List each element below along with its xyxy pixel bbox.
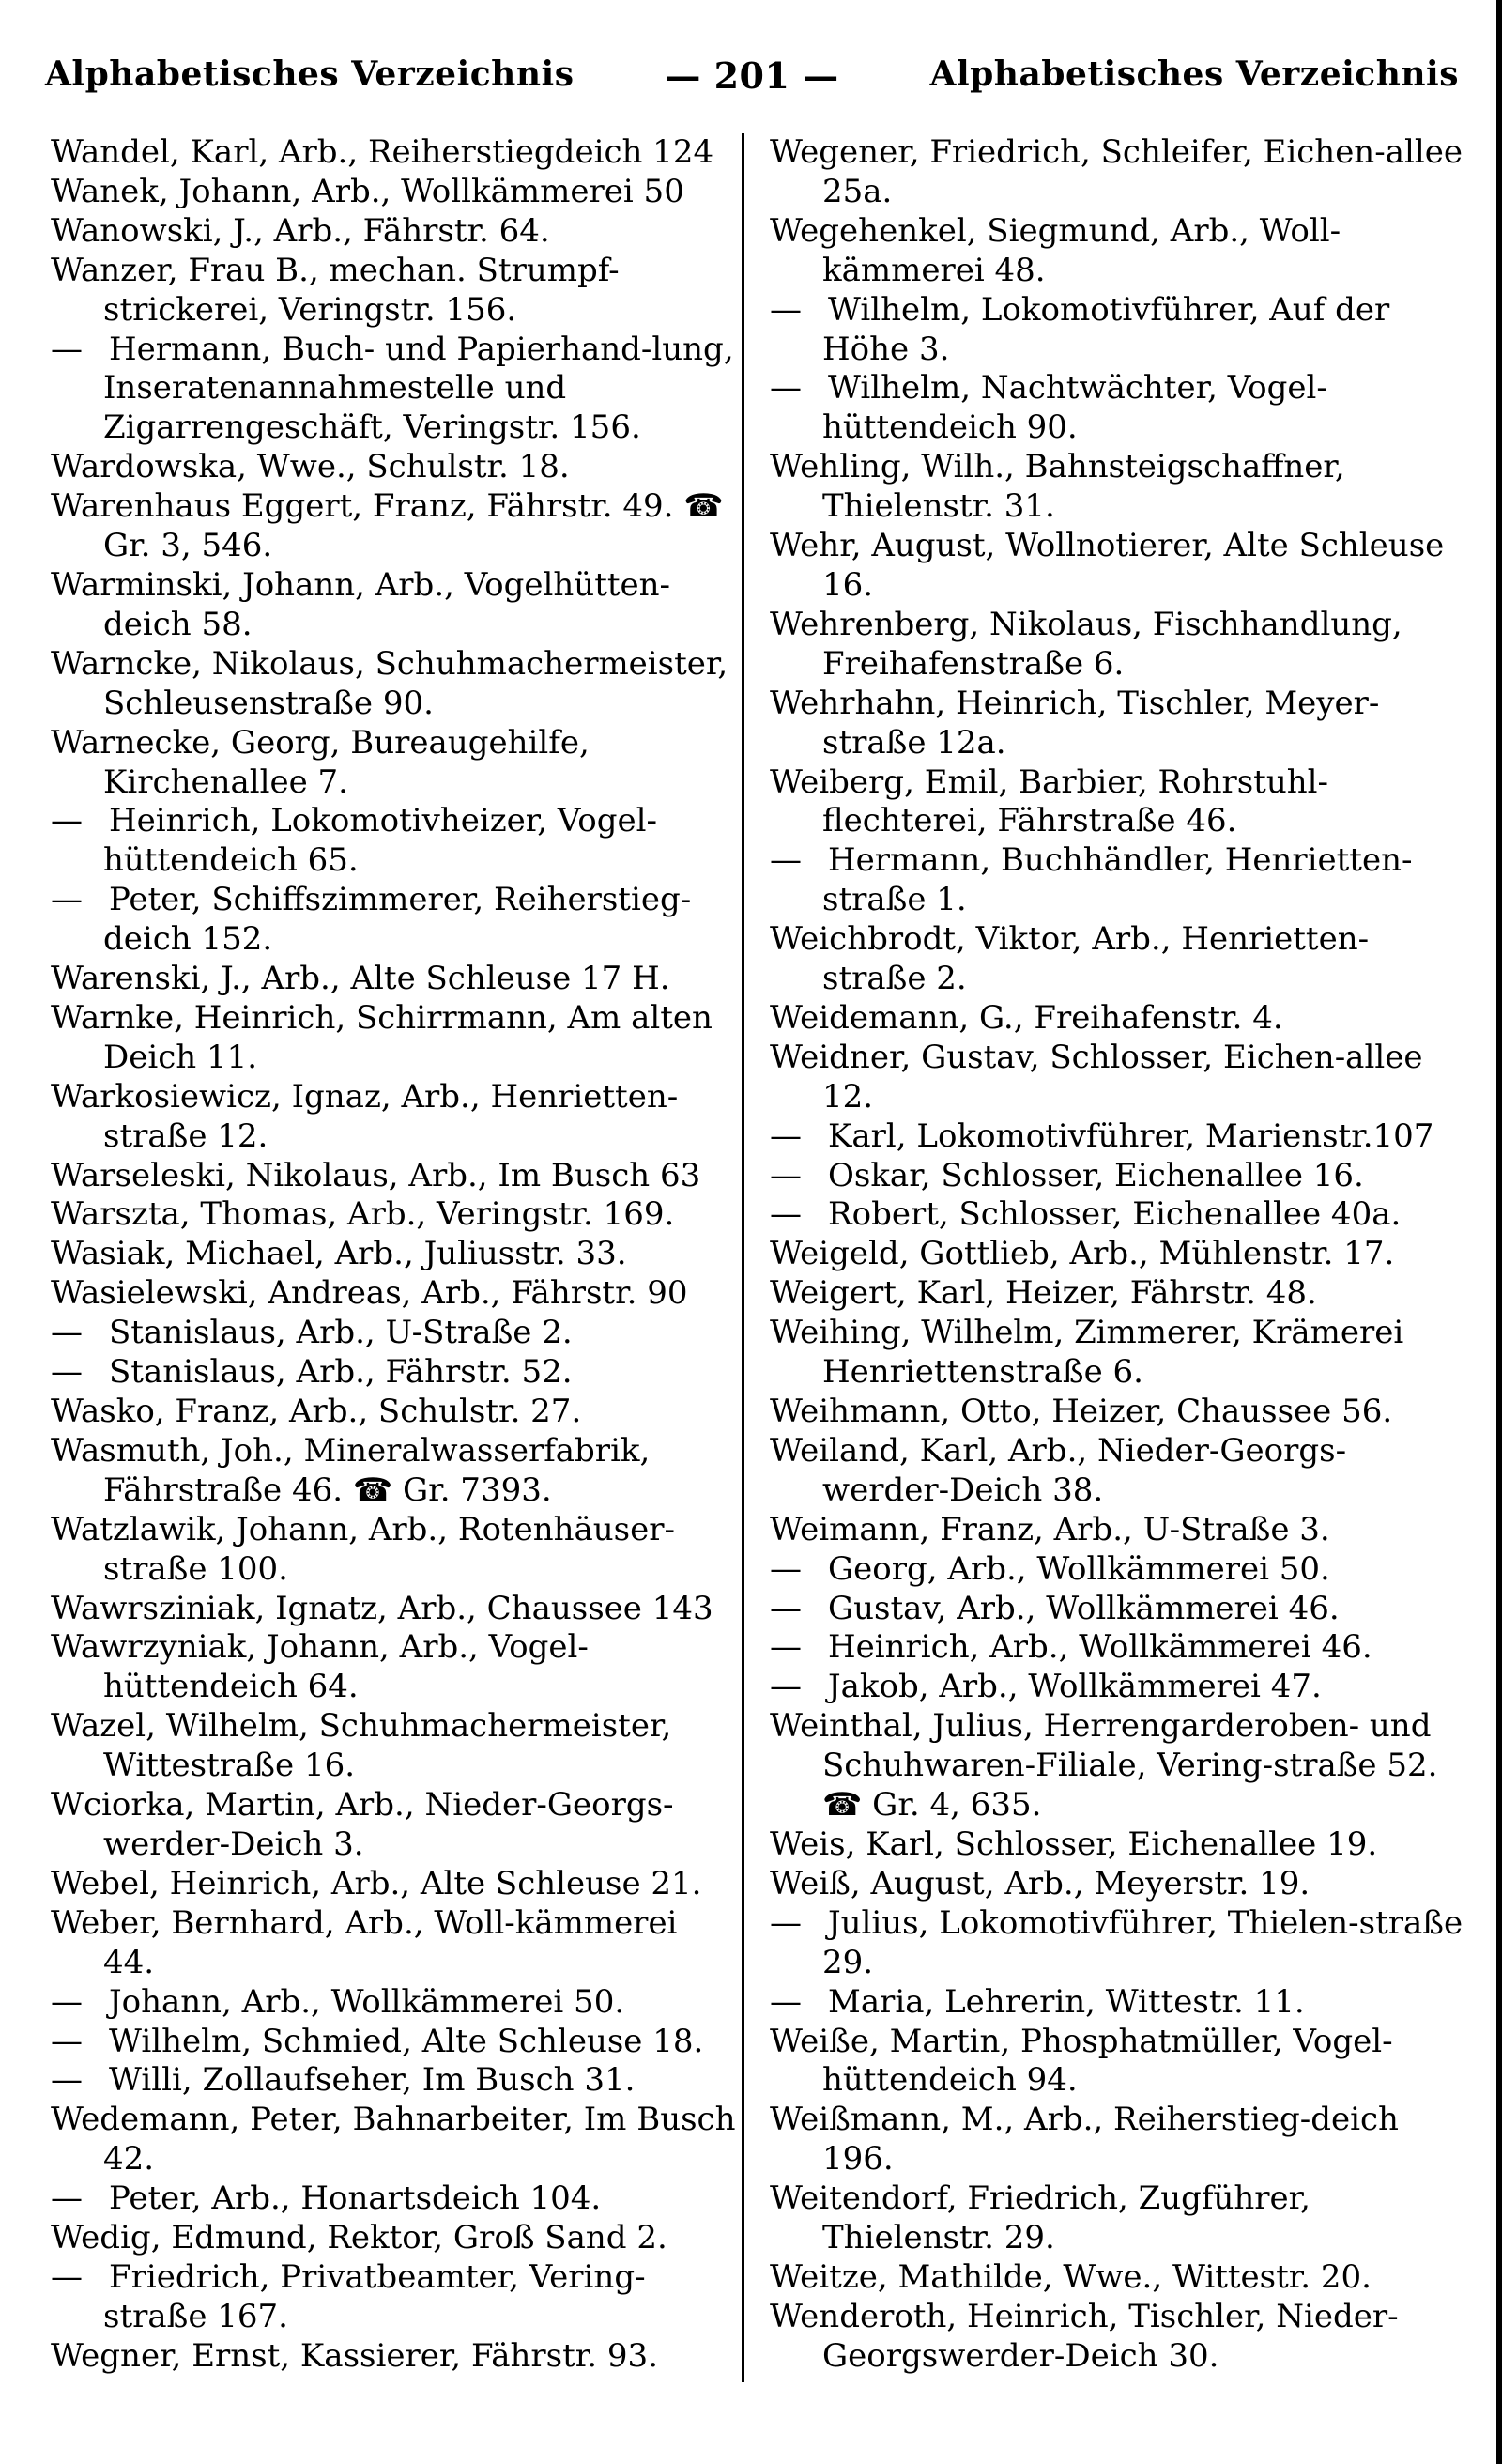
entry-text: Weigert, Karl, Heizer, Fährstr. 48. [770,1274,1317,1313]
entry-text: Warenski, J., Arb., Alte Schleuse 17 H. [51,960,670,998]
directory-entry [51,1786,736,1865]
entry-text: Wehrhahn, Heinrich, Tischler, Meyer-straße 12a. [770,684,1380,762]
directory-entry [51,448,736,487]
entry-text: Watzlawik, Johann, Arb., Rotenhäuser-straße 100. [51,1510,675,1588]
entry-text: Willi, Zollaufseher, Im Busch 31. [109,2061,636,2100]
directory-entry [51,1393,736,1432]
directory-entry [770,1314,1464,1393]
entry-text: Georg, Arb., Wollkämmerei 50. [828,1549,1330,1588]
entry-text: Warminski, Johann, Arb., Vogelhütten-deich 58. [51,565,671,643]
column-divider [742,133,744,2382]
directory-entry [770,1157,1464,1196]
entry-text: Wanek, Johann, Arb., Wollkämmerei 50 [51,172,684,210]
directory-entry [51,2179,736,2219]
directory-entry [51,173,736,212]
entry-text: Wehling, Wilh., Bahnsteigschaffner, Thielenstr. 31. [770,448,1345,526]
repeat-dash: — [51,2022,83,2060]
directory-entry [770,1195,1464,1235]
directory-entry [51,331,736,449]
directory-entry [770,1590,1464,1629]
entry-text: Weigeld, Gottlieb, Arb., Mühlenstr. 17. [770,1235,1395,1273]
entry-text: Weimann, Franz, Arb., U-Straße 3. [770,1510,1330,1548]
entry-text: Julius, Lokomotivführer, Thielen-straße 29. [822,1903,1464,1981]
directory-entry [770,291,1464,370]
repeat-dash: — [770,1903,802,1942]
directory-entry [770,527,1464,606]
entry-text: Weihing, Wilhelm, Zimmerer, Krämerei Henriettenstraße 6. [770,1314,1404,1392]
directory-entry [51,645,736,724]
entry-text: Heinrich, Arb., Wollkämmerei 46. [828,1628,1372,1667]
entry-text: Wedemann, Peter, Bahnarbeiter, Im Busch 42. [51,2101,736,2179]
directory-entry [770,2298,1464,2377]
directory-entry [770,1550,1464,1590]
repeat-dash: — [770,290,802,329]
repeat-dash: — [770,841,802,880]
directory-entry [51,2258,736,2337]
directory-entry [770,1628,1464,1668]
entry-text: Johann, Arb., Wollkämmerei 50. [109,1982,625,2021]
directory-entry [51,1628,736,1707]
directory-entry [51,1904,736,1983]
directory-entry [51,1353,736,1393]
directory-entry [770,763,1464,842]
entry-text: Hermann, Buchhändler, Henrietten-straße 1. [822,841,1413,919]
entry-text: Weidner, Gustav, Schlosser, Eichen-allee 12. [770,1038,1423,1116]
directory-entry [51,133,736,173]
directory-entry [51,1195,736,1235]
directory-entry [51,2101,736,2179]
directory-entry [51,1078,736,1157]
entry-text: Wasielewski, Andreas, Arb., Fährstr. 90 [51,1274,688,1313]
directory-entry [770,606,1464,685]
entry-text: Weiland, Karl, Arb., Nieder-Georgs-werder-Deich 38. [770,1431,1347,1509]
directory-entry [770,920,1464,999]
entry-text: Weis, Karl, Schlosser, Eichenallee 19. [770,1825,1378,1863]
entry-text: Weißmann, M., Arb., Reiherstieg-deich 196. [770,2101,1399,2179]
directory-entry [51,1865,736,1904]
directory-entry [770,2023,1464,2102]
entry-text: Warenhaus Eggert, Franz, Fährstr. 49. ☎ Gr. 3, 546. [51,487,724,565]
directory-entry [51,1432,736,1511]
directory-entry [51,2023,736,2062]
entry-text: Robert, Schlosser, Eichenallee 40a. [828,1195,1402,1234]
directory-entry [51,212,736,252]
directory-entry [770,2101,1464,2179]
entry-text: Wazel, Wilhelm, Schuhmachermeister, Wittestraße 16. [51,1707,672,1785]
entry-text: Wanzer, Frau B., mechan. Strumpf-strickerei, Veringstr. 156. [51,251,620,329]
directory-entry [51,724,736,803]
directory-entry [51,2219,736,2258]
page-header [45,54,1459,111]
entry-text: Warseleski, Nikolaus, Arb., Im Busch 63 [51,1156,701,1194]
entry-text: Wciorka, Martin, Arb., Nieder-Georgs-werder-Deich 3. [51,1786,674,1863]
entry-text: Friedrich, Privatbeamter, Vering-straße 167. [103,2257,646,2335]
entry-text: Gustav, Arb., Wollkämmerei 46. [828,1589,1340,1627]
entry-text: Warkosiewicz, Ignaz, Arb., Henrietten-straße 12. [51,1077,679,1155]
repeat-dash: — [770,1195,802,1234]
entry-text: Wawrsziniak, Ignatz, Arb., Chaussee 143 [51,1589,713,1627]
entry-text: Weitze, Mathilde, Wwe., Wittestr. 20. [770,2257,1372,2296]
directory-entry [51,802,736,881]
entry-text: Weber, Bernhard, Arb., Woll-kämmerei 44. [51,1903,678,1981]
repeat-dash: — [51,2179,83,2218]
directory-entry [770,1865,1464,1904]
directory-entry [770,1825,1464,1865]
directory-entry [770,133,1464,212]
directory-entry [770,841,1464,920]
directory-entry [770,1983,1464,2023]
directory-entry [770,1235,1464,1274]
directory-entry [770,369,1464,448]
entry-text: Wegener, Friedrich, Schleifer, Eichen-allee 25a. [770,133,1463,210]
entry-text: Wegner, Ernst, Kassierer, Fährstr. 93. [51,2336,658,2375]
entry-text: Warnke, Heinrich, Schirrmann, Am alten Deich 11. [51,998,713,1076]
directory-entry [51,1274,736,1314]
repeat-dash: — [770,1116,802,1155]
directory-entry [770,685,1464,763]
directory-entry [770,1707,1464,1825]
entry-text: Stanislaus, Arb., U-Straße 2. [109,1314,573,1352]
directory-entry [770,1039,1464,1117]
entry-text: Karl, Lokomotivführer, Marienstr.107 [828,1116,1434,1155]
directory-entry [770,448,1464,527]
directory-entry [51,2337,736,2377]
entry-text: Peter, Schiffszimmerer, Reiherstieg-deich 152. [103,881,692,959]
directory-entry [51,566,736,645]
entry-text: Weiße, Martin, Phosphatmüller, Vogel-hüttendeich 94. [770,2022,1393,2100]
directory-entry [770,1274,1464,1314]
entry-text: Oskar, Schlosser, Eichenallee 16. [828,1156,1364,1194]
entry-text: Webel, Heinrich, Arb., Alte Schleuse 21. [51,1864,702,1902]
entry-text: Stanislaus, Arb., Fährstr. 52. [109,1353,573,1392]
entry-text: Weidemann, G., Freihafenstr. 4. [770,998,1283,1037]
entry-text: Weiberg, Emil, Barbier, Rohrstuhl-flechterei, Fährstraße 46. [770,762,1328,840]
entry-text: Wegehenkel, Siegmund, Arb., Woll-kämmerei 48. [770,211,1341,289]
repeat-dash: — [770,1589,802,1627]
repeat-dash: — [51,2257,83,2296]
entry-text: Wasko, Franz, Arb., Schulstr. 27. [51,1393,582,1430]
directory-entry [51,881,736,960]
repeat-dash: — [51,1982,83,2021]
directory-entry [51,960,736,999]
repeat-dash: — [770,1549,802,1588]
entry-text: Wawrzyniak, Johann, Arb., Vogel-hüttendeich 64. [51,1628,589,1706]
repeat-dash: — [770,1982,802,2021]
repeat-dash: — [770,369,802,408]
entry-text: Wilhelm, Nachtwächter, Vogel-hüttendeich 90. [822,369,1327,447]
entry-text: Wehrenberg, Nikolaus, Fischhandlung, Freihafenstraße 6. [770,605,1402,683]
entry-text: Peter, Arb., Honartsdeich 104. [109,2179,602,2218]
entry-text: Wedig, Edmund, Rektor, Groß Sand 2. [51,2219,667,2257]
entry-text: Wehr, August, Wollnotierer, Alte Schleuse 16. [770,527,1445,604]
directory-entry [770,1668,1464,1707]
directory-entry [51,1235,736,1274]
directory-entry [770,1117,1464,1157]
repeat-dash: — [51,881,83,919]
entry-text: Wenderoth, Heinrich, Tischler, Nieder-Georgswerder-Deich 30. [770,2297,1399,2375]
directory-entry [51,1314,736,1353]
directory-entry [51,1983,736,2023]
entry-text: Wandel, Karl, Arb., Reiherstiegdeich 124 [51,133,714,171]
repeat-dash: — [770,1668,802,1706]
repeat-dash: — [51,1353,83,1392]
entry-text: Weinthal, Julius, Herrengarderoben- und Schuhwaren-Filiale, Vering-straße 52. ☎ Gr. 4, 635. [770,1707,1438,1825]
entry-text: Warncke, Nikolaus, Schuhmachermeister, Schleusenstraße 90. [51,644,728,722]
header-left-title: Alphabetisches Verzeichnis [45,54,575,94]
directory-entry [770,1393,1464,1432]
repeat-dash: — [770,1156,802,1194]
left-column [51,133,736,2377]
entry-text: Heinrich, Lokomotivheizer, Vogel-hüttendeich 65. [103,802,658,880]
entry-text: Jakob, Arb., Wollkämmerei 47. [828,1668,1322,1706]
directory-entry [51,1157,736,1196]
entry-text: Wanowski, J., Arb., Fährstr. 64. [51,211,550,250]
directory-entry [51,1590,736,1629]
entry-text: Weitendorf, Friedrich, Zugführer, Thielenstr. 29. [770,2179,1310,2257]
directory-entry [51,252,736,331]
directory-entry [51,2061,736,2101]
directory-entry [51,999,736,1078]
directory-entry [770,1904,1464,1983]
repeat-dash: — [51,2061,83,2100]
page-number: — 201 — [665,54,839,97]
directory-entry [770,999,1464,1039]
entry-text: Wilhelm, Lokomotivführer, Auf der Höhe 3. [822,290,1390,368]
right-column [770,133,1464,2377]
entry-text: Wilhelm, Schmied, Alte Schleuse 18. [109,2022,704,2060]
directory-entry [770,2258,1464,2298]
directory-entry [770,212,1464,291]
directory-entry [51,1707,736,1786]
directory-entry [770,1432,1464,1511]
header-right-title: Alphabetisches Verzeichnis [929,54,1459,94]
entry-text: Hermann, Buch- und Papierhand-lung, Inseratenannahmestelle und Zigarrengeschäft, Veringstr. 156. [103,330,734,447]
directory-entry [51,487,736,566]
entry-text: Wasmuth, Joh., Mineralwasserfabrik, Fährstraße 46. ☎ Gr. 7393. [51,1431,651,1509]
entry-text: Wardowska, Wwe., Schulstr. 18. [51,448,570,486]
entry-text: Warnecke, Georg, Bureaugehilfe, Kirchenallee 7. [51,723,590,801]
repeat-dash: — [770,1628,802,1667]
repeat-dash: — [51,802,83,840]
entry-text: Wasiak, Michael, Arb., Juliusstr. 33. [51,1235,627,1273]
entry-text: Maria, Lehrerin, Wittestr. 11. [828,1982,1305,2021]
entry-text: Warszta, Thomas, Arb., Veringstr. 169. [51,1195,675,1234]
entry-text: Weichbrodt, Viktor, Arb., Henrietten-straße 2. [770,920,1370,998]
entry-text: Weiß, August, Arb., Meyerstr. 19. [770,1864,1310,1902]
repeat-dash: — [51,330,83,368]
repeat-dash: — [51,1314,83,1352]
entry-text: Weihmann, Otto, Heizer, Chaussee 56. [770,1393,1393,1430]
directory-entry [770,1511,1464,1550]
directory-entry [51,1511,736,1590]
directory-entry [770,2179,1464,2258]
